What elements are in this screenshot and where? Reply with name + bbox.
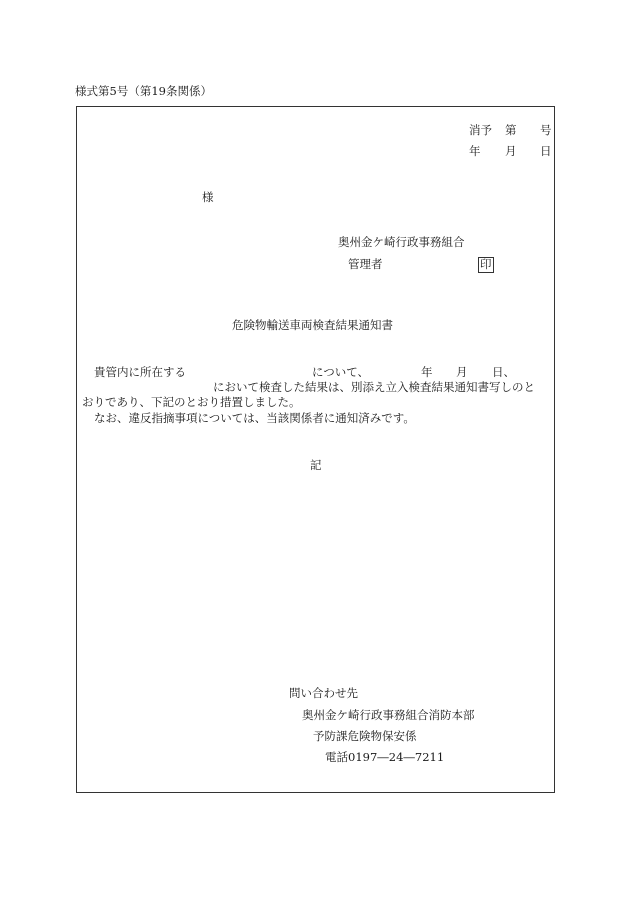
- date-month-label: 月: [505, 144, 517, 158]
- contact-organization: 奥州金ケ崎行政事務組合消防本部: [302, 708, 475, 722]
- date-day-label: 日: [540, 144, 552, 158]
- seal-mark: 印: [480, 257, 492, 271]
- body-line1-about: について、: [312, 365, 370, 379]
- body-line1-month: 月: [456, 365, 468, 379]
- form-number-label: 様式第5号（第19条関係）: [75, 84, 212, 98]
- document-title: 危険物輸送車両検査結果通知書: [232, 318, 393, 332]
- body-line1-year: 年: [421, 365, 433, 379]
- addressee-honorific: 様: [202, 190, 214, 204]
- contact-phone: 電話0197―24―7211: [325, 750, 445, 764]
- ref-dai: 第: [505, 123, 517, 137]
- sender-organization: 奥州金ケ崎行政事務組合: [338, 235, 465, 249]
- body-line4: なお、違反指摘事項については、当該関係者に通知済みです。: [94, 411, 415, 425]
- ref-go: 号: [540, 123, 552, 137]
- ref-prefix: 消予: [469, 123, 492, 137]
- body-line1-start: 貴管内に所在する: [94, 365, 186, 379]
- body-line3: おりであり、下記のとおり措置しました。: [82, 395, 301, 409]
- body-line2: において検査した結果は、別添え立入検査結果通知書写しのと: [213, 380, 535, 394]
- sender-title: 管理者: [348, 257, 383, 271]
- ki-heading: 記: [310, 458, 322, 472]
- body-line1-day: 日、: [492, 365, 515, 379]
- date-year-label: 年: [469, 144, 481, 158]
- contact-heading: 問い合わせ先: [289, 686, 358, 700]
- contact-section: 予防課危険物保安係: [313, 729, 417, 743]
